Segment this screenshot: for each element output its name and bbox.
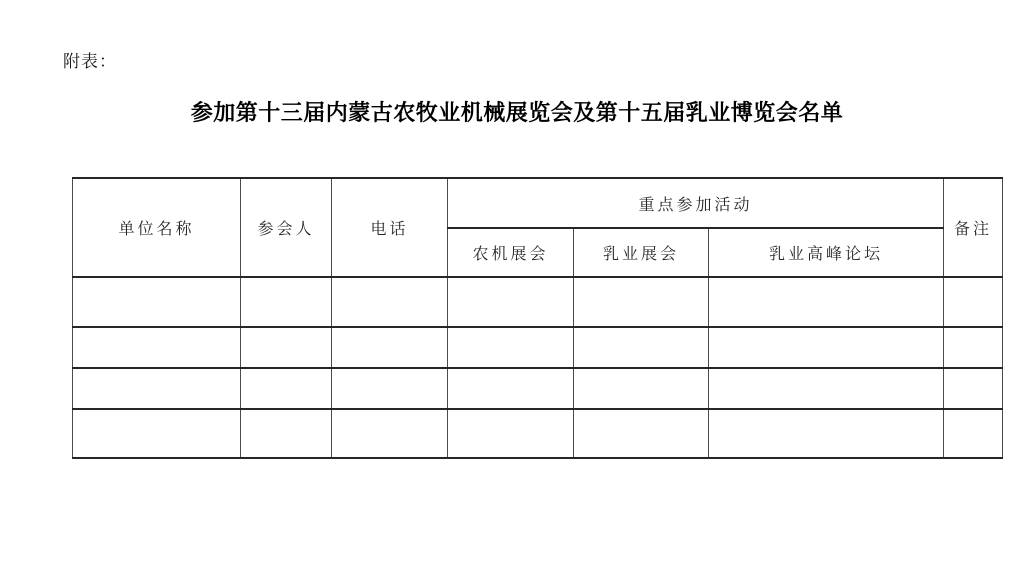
table-cell[interactable] [709, 368, 944, 409]
roster-table [72, 177, 1003, 459]
table-cell[interactable] [241, 368, 332, 409]
table-cell[interactable] [944, 327, 1003, 368]
table-cell[interactable] [73, 327, 241, 368]
table-cell[interactable] [448, 368, 574, 409]
table-cell[interactable] [709, 327, 944, 368]
col-header-participant: 参会人 [241, 178, 332, 277]
table-row [73, 409, 1003, 458]
table-cell[interactable] [574, 327, 709, 368]
table-cell[interactable] [448, 277, 574, 327]
table-cell[interactable] [241, 277, 332, 327]
col-header-unit-name: 单位名称 [73, 178, 241, 277]
table-header-row-1 [73, 178, 1003, 228]
col-header-agri-expo: 农机展会 [448, 228, 574, 277]
table-row [73, 368, 1003, 409]
col-header-remarks: 备注 [944, 178, 1003, 277]
table-cell[interactable] [73, 277, 241, 327]
table-cell[interactable] [709, 409, 944, 458]
table-cell[interactable] [574, 409, 709, 458]
table-body [73, 277, 1003, 458]
table-cell[interactable] [332, 409, 448, 458]
table-row [73, 327, 1003, 368]
table-cell[interactable] [241, 409, 332, 458]
page-title: 参加第十三届内蒙古农牧业机械展览会及第十五届乳业博览会名单 [190, 100, 844, 125]
col-header-phone: 电话 [332, 178, 448, 277]
col-group-header-key-activities: 重点参加活动 [448, 178, 944, 228]
table-cell[interactable] [944, 277, 1003, 327]
table-cell[interactable] [574, 277, 709, 327]
table-cell[interactable] [448, 327, 574, 368]
table-cell[interactable] [709, 277, 944, 327]
col-header-dairy-forum: 乳业高峰论坛 [709, 228, 944, 277]
table-cell[interactable] [332, 277, 448, 327]
col-header-dairy-expo: 乳业展会 [574, 228, 709, 277]
table-cell[interactable] [241, 327, 332, 368]
table-cell[interactable] [944, 368, 1003, 409]
table-row [73, 277, 1003, 327]
table-cell[interactable] [73, 368, 241, 409]
table-cell[interactable] [332, 368, 448, 409]
table-cell[interactable] [332, 327, 448, 368]
attachment-label: 附表： [63, 52, 117, 71]
table-cell[interactable] [73, 409, 241, 458]
table-cell[interactable] [448, 409, 574, 458]
table-cell[interactable] [574, 368, 709, 409]
table-cell[interactable] [944, 409, 1003, 458]
